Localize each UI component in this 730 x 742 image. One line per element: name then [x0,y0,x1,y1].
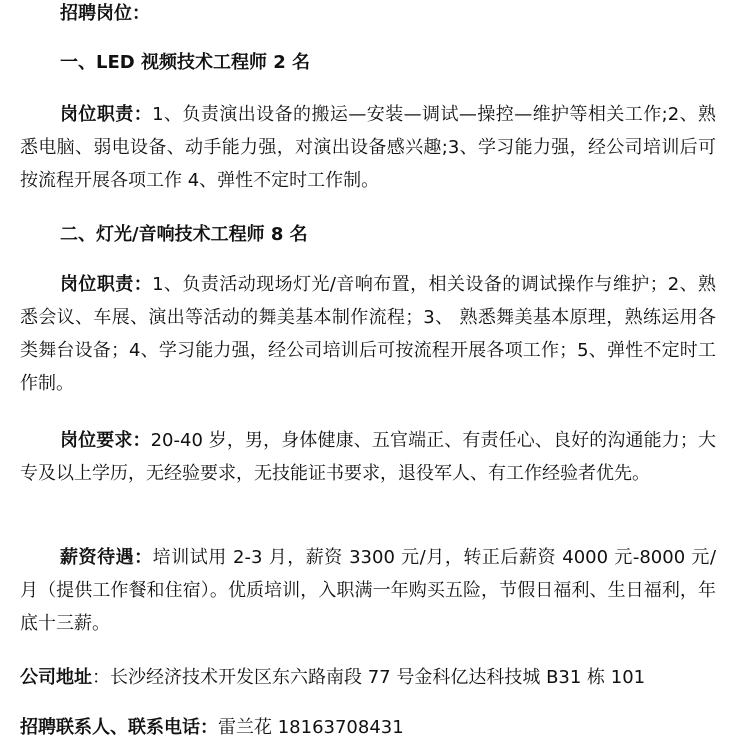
salary-paragraph [20,541,716,640]
contact-line [20,716,720,740]
address-line [20,666,720,690]
salary-text: 培训试用 2-3 月，薪资 3300 元/月，转正后薪资 4000 元-8000 元/月（提供工作餐和住宿）。优质培训，入职满一年购买五险，节假日福利、生日福利，年底十三薪。 [20,547,717,634]
contact-text: 雷兰花 18163708431 [218,717,404,738]
address-separator: ： [92,667,110,688]
job2-duty-label: 岗位职责： [60,274,153,295]
job2-duties-paragraph [20,268,716,400]
requirements-label: 岗位要求： [60,430,151,451]
job1-heading: 一、LED 视频技术工程师 2 名 [60,52,311,73]
job1-duty-label: 岗位职责： [60,104,153,125]
contact-label: 招聘联系人、联系电话： [20,717,218,738]
job2-heading: 二、灯光/音响技术工程师 8 名 [60,224,308,245]
job2-duty-text: 1、负责活动现场灯光/音响布置，相关设备的调试操作与维护；2、熟悉会议、车展、演出等活动的舞美基本制作流程；3、 熟悉舞美基本原理，熟练运用各类舞台设备；4、学习能力强，经公司培训后可按流程开展各项工作；5、弹性不定时工作制。 [20,274,717,394]
section-title: 招聘岗位： [60,3,150,24]
job1-duty-text: 1、负责演出设备的搬运—安装—调试—操控—维护等相关工作;2、熟悉电脑、弱电设备、动手能力强，对演出设备感兴趣;3、学习能力强，经公司培训后可按流程开展各项工作 4、弹性不定时工作制。 [20,104,717,191]
requirements-paragraph [20,424,716,490]
address-label: 公司地址 [20,667,92,688]
salary-label: 薪资待遇： [60,547,153,568]
requirements-text: 20-40 岁，男，身体健康、五官端正、有责任心、良好的沟通能力；大专及以上学历，无经验要求，无技能证书要求，退役军人、有工作经验者优先。 [20,430,716,484]
job1-duties-paragraph [20,98,716,197]
address-text: 长沙经济技术开发区东六路南段 77 号金科亿达科技城 B31 栋 101 [110,667,646,688]
